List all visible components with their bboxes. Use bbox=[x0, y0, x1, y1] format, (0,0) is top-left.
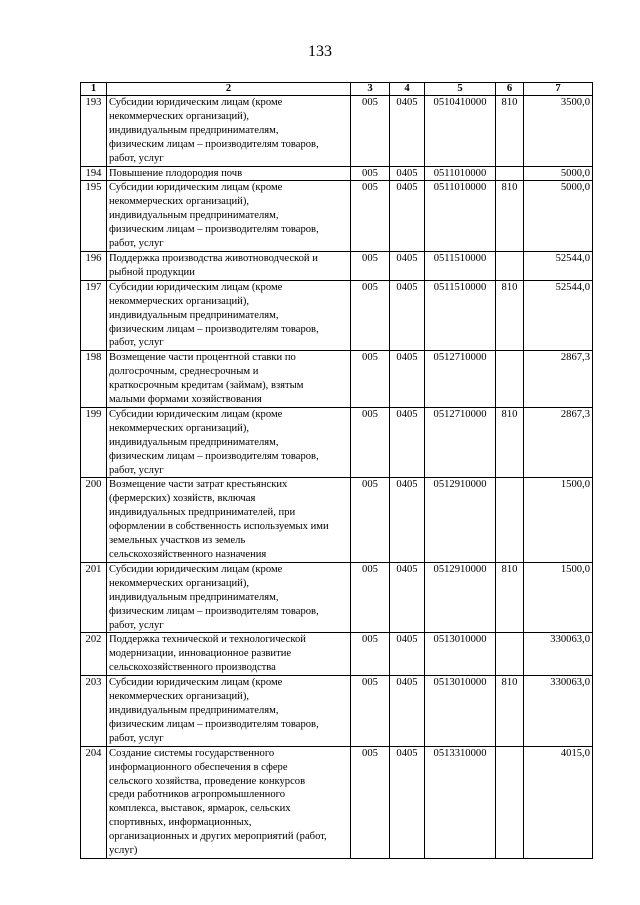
section-code-cell: 0405 bbox=[390, 562, 425, 633]
row-name-line: среди работников агропромышленного bbox=[109, 789, 286, 801]
table-row bbox=[81, 407, 593, 478]
table-row bbox=[81, 351, 593, 408]
row-name-line: работ, услуг bbox=[109, 732, 164, 744]
table-row bbox=[81, 251, 593, 280]
row-number-cell: 193 bbox=[81, 96, 107, 167]
amount-cell: 2867,3 bbox=[524, 351, 593, 408]
department-code-cell: 005 bbox=[351, 351, 390, 408]
target-article-cell: 0512710000 bbox=[425, 407, 496, 478]
department-code-cell: 005 bbox=[351, 166, 390, 181]
section-code-cell: 0405 bbox=[390, 251, 425, 280]
row-name-line: работ, услуг bbox=[109, 619, 164, 631]
row-name-line: малыми формами хозяйствования bbox=[109, 394, 262, 406]
table-row bbox=[81, 478, 593, 562]
row-name-line: оформлении в собственность используемых ими bbox=[109, 521, 329, 533]
row-number-cell: 195 bbox=[81, 181, 107, 252]
row-name-line: физическим лицам – производителям товаров, bbox=[109, 138, 319, 150]
page-number: 133 bbox=[308, 43, 332, 60]
row-name-cell bbox=[107, 633, 351, 676]
department-code-cell: 005 bbox=[351, 280, 390, 351]
row-name-line: Субсидии юридическим лицам (кроме bbox=[109, 677, 283, 689]
table-row bbox=[81, 181, 593, 252]
expense-type-cell: 810 bbox=[496, 407, 524, 478]
row-number-cell: 199 bbox=[81, 407, 107, 478]
target-article-cell: 0512910000 bbox=[425, 562, 496, 633]
header-cell: 3 bbox=[351, 83, 390, 96]
department-code-cell: 005 bbox=[351, 251, 390, 280]
row-name-line: долгосрочным, среднесрочным и bbox=[109, 366, 259, 378]
table-row bbox=[81, 280, 593, 351]
row-name-line: работ, услуг bbox=[109, 464, 164, 476]
section-code-cell: 0405 bbox=[390, 676, 425, 747]
row-number-cell: 198 bbox=[81, 351, 107, 408]
row-name-line: информационного обеспечения в сфере bbox=[109, 761, 288, 773]
row-name-line: Поддержка производства животноводческой и bbox=[109, 252, 318, 264]
department-code-cell: 005 bbox=[351, 478, 390, 562]
table-row bbox=[81, 633, 593, 676]
row-name-line: работ, услуг bbox=[109, 152, 164, 164]
row-name-line: Создание системы государственного bbox=[109, 747, 275, 759]
target-article-cell: 0513010000 bbox=[425, 676, 496, 747]
row-name-line: некоммерческих организаций), bbox=[109, 577, 250, 589]
table-row bbox=[81, 562, 593, 633]
budget-table bbox=[80, 82, 593, 859]
expense-type-cell bbox=[496, 251, 524, 280]
row-number-cell: 196 bbox=[81, 251, 107, 280]
target-article-cell: 0511510000 bbox=[425, 251, 496, 280]
amount-cell: 330063,0 bbox=[524, 676, 593, 747]
row-name-cell bbox=[107, 251, 351, 280]
row-name-cell bbox=[107, 96, 351, 167]
row-name-line: некоммерческих организаций), bbox=[109, 691, 250, 703]
row-name-line: Возмещение части процентной ставки по bbox=[109, 352, 296, 364]
section-code-cell: 0405 bbox=[390, 280, 425, 351]
expense-type-cell: 810 bbox=[496, 280, 524, 351]
expense-type-cell: 810 bbox=[496, 562, 524, 633]
department-code-cell: 005 bbox=[351, 407, 390, 478]
expense-type-cell bbox=[496, 478, 524, 562]
amount-cell: 2867,3 bbox=[524, 407, 593, 478]
row-name-line: индивидуальным предпринимателям, bbox=[109, 436, 279, 448]
amount-cell: 52544,0 bbox=[524, 251, 593, 280]
section-code-cell: 0405 bbox=[390, 166, 425, 181]
row-name-line: индивидуальным предпринимателям, bbox=[109, 591, 279, 603]
section-code-cell: 0405 bbox=[390, 633, 425, 676]
row-name-line: Субсидии юридическим лицам (кроме bbox=[109, 563, 283, 575]
target-article-cell: 0511010000 bbox=[425, 181, 496, 252]
header-cell: 2 bbox=[107, 83, 351, 96]
header-cell: 6 bbox=[496, 83, 524, 96]
table-row bbox=[81, 746, 593, 858]
row-name-line: индивидуальным предпринимателям, bbox=[109, 210, 279, 222]
row-number-cell: 200 bbox=[81, 478, 107, 562]
target-article-cell: 0512910000 bbox=[425, 478, 496, 562]
amount-cell: 1500,0 bbox=[524, 478, 593, 562]
row-name-line: модернизации, инновационное развитие bbox=[109, 648, 292, 660]
row-number-cell: 194 bbox=[81, 166, 107, 181]
row-name-cell bbox=[107, 676, 351, 747]
target-article-cell: 0513010000 bbox=[425, 633, 496, 676]
row-name-line: физическим лицам – производителям товаров, bbox=[109, 323, 319, 335]
row-name-line: Субсидии юридическим лицам (кроме bbox=[109, 97, 283, 108]
row-name-line: Субсидии юридическим лицам (кроме bbox=[109, 408, 283, 420]
header-cell: 7 bbox=[524, 83, 593, 96]
header-cell: 1 bbox=[81, 83, 107, 96]
row-name-line: физическим лицам – производителям товаров, bbox=[109, 224, 319, 236]
expense-type-cell bbox=[496, 351, 524, 408]
row-name-line: физическим лицам – производителям товаров, bbox=[109, 605, 319, 617]
row-name-line: сельского хозяйства, проведение конкурсов bbox=[109, 775, 306, 787]
row-name-line: комплекса, выставок, ярмарок, сельских bbox=[109, 803, 291, 815]
row-name-line: земельных участков из земель bbox=[109, 535, 246, 547]
row-name-line: физическим лицам – производителям товаров, bbox=[109, 450, 319, 462]
row-name-line: индивидуальным предпринимателям, bbox=[109, 124, 279, 136]
row-name-cell bbox=[107, 562, 351, 633]
row-name-cell bbox=[107, 280, 351, 351]
row-name-line: рыбной продукции bbox=[109, 266, 195, 278]
header-cell: 5 bbox=[425, 83, 496, 96]
department-code-cell: 005 bbox=[351, 633, 390, 676]
row-name-line: услуг) bbox=[109, 845, 138, 857]
row-name-line: спортивных, информационных, bbox=[109, 817, 252, 829]
department-code-cell: 005 bbox=[351, 676, 390, 747]
row-name-line: некоммерческих организаций), bbox=[109, 422, 250, 434]
department-code-cell: 005 bbox=[351, 746, 390, 858]
row-number-cell: 197 bbox=[81, 280, 107, 351]
target-article-cell: 0511010000 bbox=[425, 166, 496, 181]
target-article-cell: 0513310000 bbox=[425, 746, 496, 858]
row-name-line: сельскохозяйственного назначения bbox=[109, 549, 267, 560]
amount-cell: 330063,0 bbox=[524, 633, 593, 676]
row-name-line: работ, услуг bbox=[109, 337, 164, 349]
row-name-line: (фермерских) хозяйств, включая bbox=[109, 493, 256, 505]
row-name-line: физическим лицам – производителям товаров, bbox=[109, 718, 319, 730]
expense-type-cell: 810 bbox=[496, 676, 524, 747]
section-code-cell: 0405 bbox=[390, 351, 425, 408]
table-body bbox=[81, 96, 593, 859]
department-code-cell: 005 bbox=[351, 96, 390, 167]
row-name-cell bbox=[107, 478, 351, 562]
section-code-cell: 0405 bbox=[390, 407, 425, 478]
row-name-line: Поддержка технической и технологической bbox=[109, 634, 306, 646]
target-article-cell: 0511510000 bbox=[425, 280, 496, 351]
target-article-cell: 0512710000 bbox=[425, 351, 496, 408]
row-name-line: краткосрочным кредитам (займам), взятым bbox=[109, 380, 304, 392]
amount-cell: 52544,0 bbox=[524, 280, 593, 351]
row-name-line: некоммерческих организаций), bbox=[109, 196, 250, 208]
table-row bbox=[81, 96, 593, 167]
expense-type-cell: 810 bbox=[496, 96, 524, 167]
amount-cell: 5000,0 bbox=[524, 166, 593, 181]
expense-type-cell bbox=[496, 166, 524, 181]
expense-type-cell bbox=[496, 633, 524, 676]
row-number-cell: 202 bbox=[81, 633, 107, 676]
department-code-cell: 005 bbox=[351, 562, 390, 633]
department-code-cell: 005 bbox=[351, 181, 390, 252]
header-cell: 4 bbox=[390, 83, 425, 96]
row-name-cell bbox=[107, 746, 351, 858]
amount-cell: 5000,0 bbox=[524, 181, 593, 252]
row-name-line: индивидуальным предпринимателям, bbox=[109, 309, 279, 321]
row-number-cell: 204 bbox=[81, 746, 107, 858]
row-number-cell: 201 bbox=[81, 562, 107, 633]
row-name-line: некоммерческих организаций), bbox=[109, 295, 250, 307]
row-name-cell bbox=[107, 166, 351, 181]
row-name-cell bbox=[107, 181, 351, 252]
section-code-cell: 0405 bbox=[390, 478, 425, 562]
row-name-line: индивидуальных предпринимателей, при bbox=[109, 507, 296, 519]
row-number-cell: 203 bbox=[81, 676, 107, 747]
table-row bbox=[81, 676, 593, 747]
expense-type-cell: 810 bbox=[496, 181, 524, 252]
table-row bbox=[81, 166, 593, 181]
row-name-line: организационных и других мероприятий (работ, bbox=[109, 831, 327, 843]
row-name-line: сельскохозяйственного производства bbox=[109, 662, 276, 674]
amount-cell: 4015,0 bbox=[524, 746, 593, 858]
section-code-cell: 0405 bbox=[390, 96, 425, 167]
row-name-line: индивидуальным предпринимателям, bbox=[109, 704, 279, 716]
target-article-cell: 0510410000 bbox=[425, 96, 496, 167]
row-name-line: Субсидии юридическим лицам (кроме bbox=[109, 182, 283, 194]
table-header-row bbox=[81, 83, 593, 96]
row-name-line: работ, услуг bbox=[109, 238, 164, 250]
row-name-line: некоммерческих организаций), bbox=[109, 110, 250, 122]
row-name-line: Повышение плодородия почв bbox=[109, 167, 243, 179]
amount-cell: 1500,0 bbox=[524, 562, 593, 633]
row-name-line: Субсидии юридическим лицам (кроме bbox=[109, 281, 283, 293]
row-name-line: Возмещение части затрат крестьянских bbox=[109, 479, 288, 491]
section-code-cell: 0405 bbox=[390, 746, 425, 858]
row-name-cell bbox=[107, 407, 351, 478]
section-code-cell: 0405 bbox=[390, 181, 425, 252]
row-name-cell bbox=[107, 351, 351, 408]
expense-type-cell bbox=[496, 746, 524, 858]
amount-cell: 3500,0 bbox=[524, 96, 593, 167]
